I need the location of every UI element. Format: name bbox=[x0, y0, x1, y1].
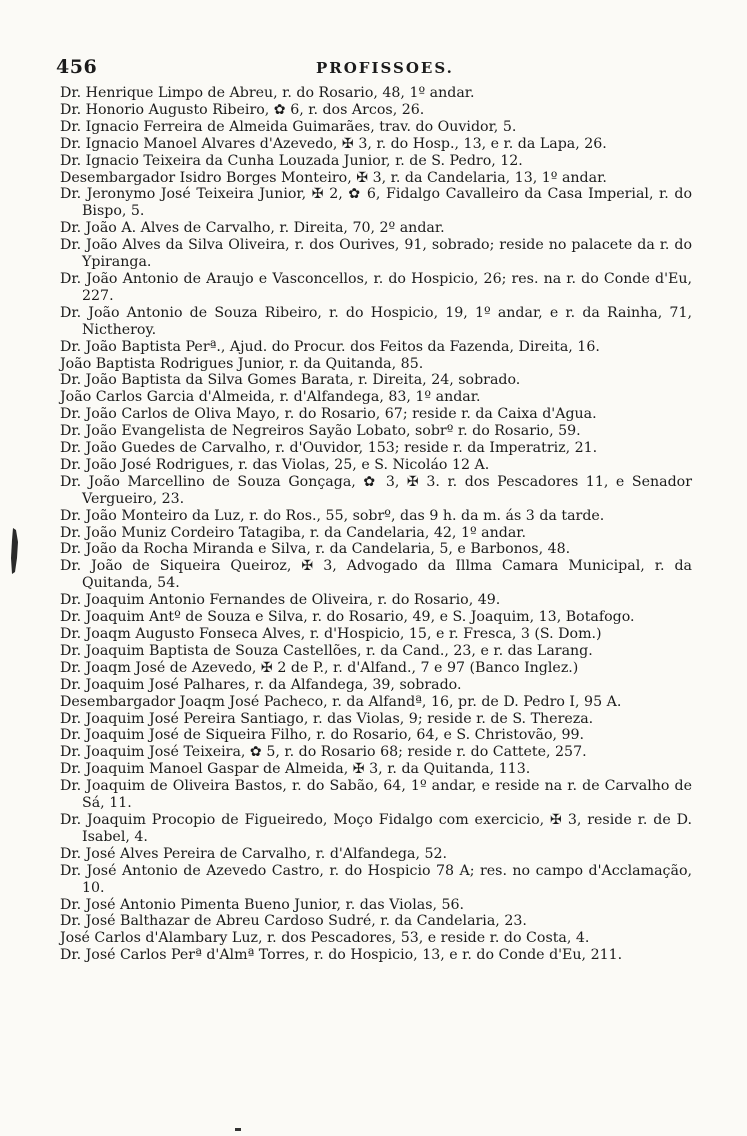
list-item: Dr. João Baptista da Silva Gomes Barata, r. Direita, 24, sobrado. bbox=[60, 372, 521, 389]
list-item: Dr. Ignacio Manoel Alvares d'Azevedo, ✠ 3, r. do Hosp., 13, e r. da Lapa, 26. bbox=[60, 135, 607, 152]
list-item: Dr. José Antonio de Azevedo Castro, r. do Hospicio 78 A; res. no campo d'Acclamação, 10. bbox=[60, 862, 692, 896]
list-item: José Carlos d'Alambary Luz, r. dos Pescadores, 53, e reside r. do Costa, 4. bbox=[60, 930, 590, 947]
list-item: João Baptista Rodrigues Junior, r. da Quitanda, 85. bbox=[60, 355, 424, 372]
list-item: Dr. João Evangelista de Negreiros Sayão Lobato, sobrº r. do Rosario, 59. bbox=[60, 423, 581, 440]
entry-list bbox=[60, 85, 692, 964]
list-item: Dr. Joaquim Baptista de Souza Castellões, r. da Cand., 23, e r. das Larang. bbox=[60, 642, 593, 659]
running-title: PROFISSOES. bbox=[316, 59, 454, 77]
list-item: Dr. Joaquim Antonio Fernandes de Oliveira, r. do Rosario, 49. bbox=[60, 592, 501, 609]
list-item: João Carlos Garcia d'Almeida, r. d'Alfandega, 83, 1º andar. bbox=[60, 389, 481, 406]
list-item: Dr. José Alves Pereira de Carvalho, r. d'Alfandega, 52. bbox=[60, 845, 448, 862]
list-item: Dr. José Balthazar de Abreu Cardoso Sudré, r. da Candelaria, 23. bbox=[60, 913, 527, 930]
list-item: Dr. Joaquim Antº de Souza e Silva, r. do Rosario, 49, e S. Joaquim, 13, Botafogo. bbox=[60, 609, 635, 626]
list-item: Dr. Jeronymo José Teixeira Junior, ✠ 2, ✿ 6, Fidalgo Cavalleiro da Casa Imperial, r. do Bispo, 5. bbox=[60, 186, 692, 220]
list-item: Dr. Henrique Limpo de Abreu, r. do Rosario, 48, 1º andar. bbox=[60, 85, 475, 101]
list-item: Dr. João Guedes de Carvalho, r. d'Ouvidor, 153; reside r. da Imperatriz, 21. bbox=[60, 440, 598, 457]
list-item: Desembargador Isidro Borges Monteiro, ✠ 3, r. da Candelaria, 13, 1º andar. bbox=[60, 169, 607, 186]
list-item: Desembargador Joaqm José Pacheco, r. da Alfandª, 16, pr. de D. Pedro I, 95 A. bbox=[60, 693, 622, 710]
list-item: Dr. Joaquim José Teixeira, ✿ 5, r. do Rosario 68; reside r. do Cattete, 257. bbox=[60, 744, 587, 761]
list-item: Dr. Joaqm Augusto Fonseca Alves, r. d'Hospicio, 15, e r. Fresca, 3 (S. Dom.) bbox=[60, 626, 602, 642]
list-item: Dr. João Antonio de Souza Ribeiro, r. do Hospicio, 19, 1º andar, e r. da Rainha, 71, Nictheroy. bbox=[60, 304, 692, 338]
ink-dot bbox=[235, 1128, 241, 1131]
list-item: Dr. João da Rocha Miranda e Silva, r. da Candelaria, 5, e Barbonos, 48. bbox=[60, 541, 571, 558]
list-item: Dr. João Carlos de Oliva Mayo, r. do Rosario, 67; reside r. da Caixa d'Agua. bbox=[60, 406, 597, 423]
page-number: 456 bbox=[56, 56, 98, 78]
list-item: Dr. João Antonio de Araujo e Vasconcellos, r. do Hospicio, 26; res. na r. do Conde d'Eu, 227. bbox=[60, 270, 692, 304]
list-item: Dr. João de Siqueira Queiroz, ✠ 3, Advogado da Illma Camara Municipal, r. da Quitanda, 54. bbox=[60, 558, 692, 592]
list-item: Dr. Ignacio Teixeira da Cunha Louzada Junior, r. de S. Pedro, 12. bbox=[60, 152, 523, 169]
list-item: Dr. João José Rodrigues, r. das Violas, 25, e S. Nicoláo 12 A. bbox=[60, 456, 490, 473]
list-item: Dr. João Alves da Silva Oliveira, r. dos Ourives, 91, sobrado; reside no palacete da r. do Ypiranga. bbox=[60, 237, 692, 271]
list-item: Dr. Joaquim José de Siqueira Filho, r. do Rosario, 64, e S. Christovão, 99. bbox=[60, 727, 585, 744]
ink-mark bbox=[10, 528, 19, 574]
list-item: Dr. Honorio Augusto Ribeiro, ✿ 6, r. dos Arcos, 26. bbox=[60, 101, 425, 118]
list-item: Dr. Joaqm José de Azevedo, ✠ 2 de P., r. d'Alfand., 7 e 97 (Banco Inglez.) bbox=[60, 659, 579, 676]
list-item: Dr. José Antonio Pimenta Bueno Junior, r. das Violas, 56. bbox=[60, 896, 465, 913]
list-item: Dr. Ignacio Ferreira de Almeida Guimarães, trav. do Ouvidor, 5. bbox=[60, 118, 517, 135]
list-item: Dr. João Marcellino de Souza Gonçaga, ✿ 3, ✠ 3. r. dos Pescadores 11, e Senador Vergueiro, 23. bbox=[60, 473, 692, 507]
list-item: Dr. Joaquim Manoel Gaspar de Almeida, ✠ 3, r. da Quitanda, 113. bbox=[60, 761, 531, 778]
list-item: Dr. Joaquim Procopio de Figueiredo, Moço Fidalgo com exercicio, ✠ 3, reside r. de D. Isabel, 4. bbox=[60, 811, 692, 845]
list-item: Dr. João Monteiro da Luz, r. do Ros., 55, sobrº, das 9 h. da m. ás 3 da tarde. bbox=[60, 507, 605, 524]
page-header bbox=[56, 56, 656, 82]
list-item: Dr. José Carlos Perª d'Almª Torres, r. do Hospicio, 13, e r. do Conde d'Eu, 211. bbox=[60, 947, 623, 964]
list-item: Dr. João Baptista Perª., Ajud. do Procur. dos Feitos da Fazenda, Direita, 16. bbox=[60, 338, 600, 355]
list-item: Dr. Joaquim de Oliveira Bastos, r. do Sabão, 64, 1º andar, e reside na r. de Carvalho de Sá, 11. bbox=[60, 778, 692, 812]
list-item: Dr. Joaquim José Pereira Santiago, r. das Violas, 9; reside r. de S. Thereza. bbox=[60, 710, 594, 727]
list-item: Dr. João A. Alves de Carvalho, r. Direita, 70, 2º andar. bbox=[60, 220, 445, 237]
list-item: Dr. Joaquim José Palhares, r. da Alfandega, 39, sobrado. bbox=[60, 676, 462, 693]
list-item: Dr. João Muniz Cordeiro Tatagiba, r. da Candelaria, 42, 1º andar. bbox=[60, 524, 527, 541]
